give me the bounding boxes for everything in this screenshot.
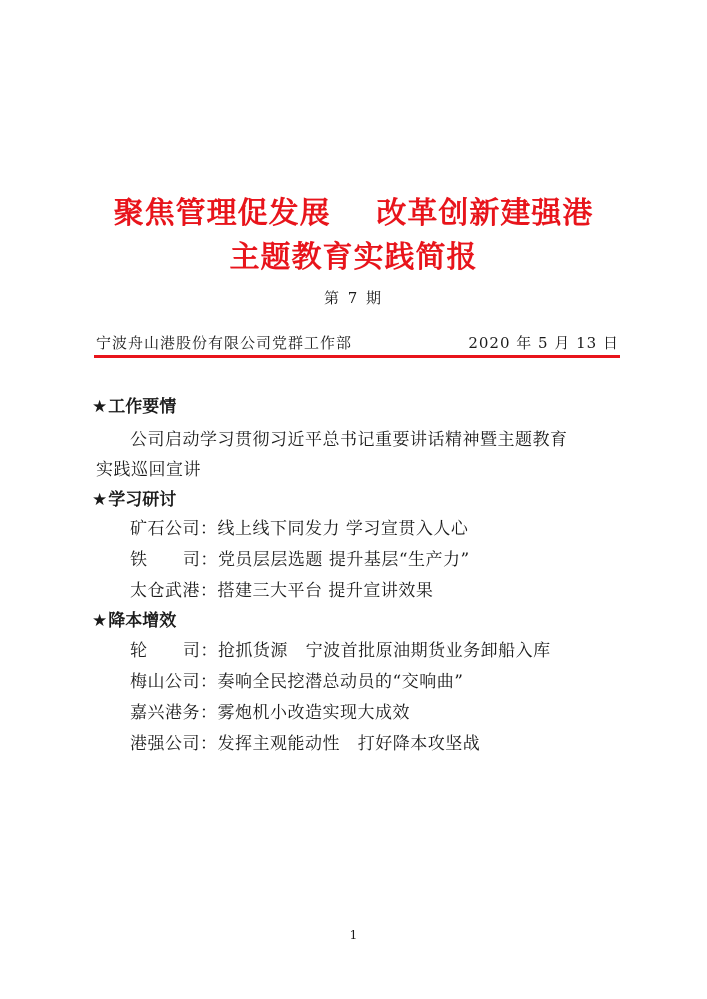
item-text: 搭建三大平台 提升宣讲效果: [217, 581, 434, 601]
list-item: [130, 576, 433, 601]
section-heading-study: [92, 485, 176, 510]
item-label: 太仓武港：: [130, 581, 218, 601]
item-text: 线上线下同发力 学习宣贯入人心: [217, 519, 469, 539]
item-label: 梅山公司：: [130, 672, 218, 692]
item-label: 嘉兴港务：: [130, 703, 218, 723]
work-paragraph-line-2: 实践巡回宣讲: [96, 460, 201, 480]
section-heading-label: 工作要情: [108, 397, 177, 417]
list-item: [130, 514, 468, 539]
item-label: 铁 司：: [130, 550, 218, 570]
section-heading-cost: [92, 606, 176, 631]
page-number: 1: [349, 928, 358, 942]
item-text: 雾炮机小改造实现大成效: [217, 703, 410, 723]
list-item: [130, 729, 480, 754]
work-paragraph-line-1: 公司启动学习贯彻习近平总书记重要讲话精神暨主题教育: [130, 430, 568, 450]
red-divider: [94, 355, 620, 358]
star-icon: ★: [92, 397, 108, 417]
item-label: 港强公司：: [130, 734, 218, 754]
item-text: 奏响全民挖潜总动员的“交响曲”: [217, 672, 464, 692]
list-item: [130, 698, 410, 723]
item-text: 党员层层选题 提升基层“生产力”: [217, 550, 470, 570]
issuing-organization: 宁波舟山港股份有限公司党群工作部: [96, 334, 353, 352]
item-label: 矿石公司：: [130, 519, 218, 539]
section-heading-label: 学习研讨: [108, 490, 177, 510]
section-heading-work: [92, 392, 176, 417]
title-line-2: 主题教育实践简报: [229, 240, 478, 275]
item-text: 发挥主观能动性 打好降本攻坚战: [217, 734, 481, 754]
title-line-1: 聚焦管理促发展 改革创新建强港: [113, 196, 594, 231]
star-icon: ★: [92, 490, 108, 510]
star-icon: ★: [92, 611, 108, 631]
item-label: 轮 司：: [130, 641, 218, 661]
list-item: [130, 636, 551, 661]
item-text: 抢抓货源 宁波首批原油期货业务卸船入库: [217, 641, 551, 661]
issue-number: 第 7 期: [323, 289, 384, 307]
section-heading-label: 降本增效: [108, 611, 177, 631]
list-item: [130, 545, 470, 570]
issue-date: 2020 年 5 月 13 日: [468, 334, 619, 352]
list-item: [130, 667, 463, 692]
